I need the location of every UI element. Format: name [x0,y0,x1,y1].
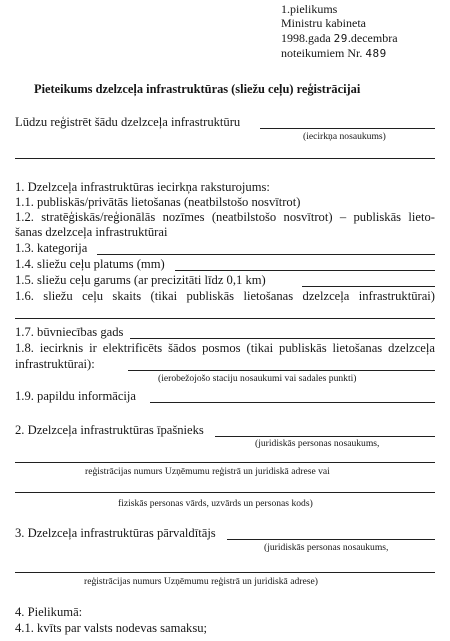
manager-caption-2: reģistrācijas numurs Uzņēmumu reģistrā un juridiskā adrese) [84,576,318,587]
header-regulation-label: noteikumiem Nr. [281,46,363,60]
item-1-8-line1: 1.8. iecirknis ir elektrificēts šādos posmos (tikai publiskās lietošanas dzelzceļa [15,341,435,355]
item-1-5: 1.5. sliežu ceļu garums (ar precizitāti līdz 0,1 km) [15,273,266,287]
section4-heading: 4. Pielikumā: [15,605,83,619]
header-date [281,31,398,46]
request-label: Lūdzu reģistrēt šādu dzelzceļa infrastruktūru [15,115,241,129]
manager-caption-1: (juridiskās personas nosaukums, [264,542,389,553]
manager-fill-line-1[interactable] [227,539,435,540]
owner-caption-2: reģistrācijas numurs Uzņēmumu reģistrā un juridiskā adrese vai [85,466,330,477]
item-1-9: 1.9. papildu informācija [15,389,137,403]
header-annex-number: 1.pielikums [281,2,338,16]
item-4-1: 4.1. kvīts par valsts nodevas samaksu; [15,621,208,635]
header-regulation [281,46,387,61]
item-1-9-fill-line[interactable] [150,402,435,403]
owner-fill-line-3[interactable] [15,492,435,493]
item-1-2-line2: šanas dzelzceļa infrastruktūrai [15,225,168,239]
header-date-year: 1998.gada [281,31,331,45]
item-1-8-caption: (ierobežojošo staciju nosaukumi vai sadales punkti) [158,373,357,384]
item-1-6: 1.6. sliežu ceļu skaits (tikai publiskās lietošanas dzelzceļa infrastruktūrai) [15,289,435,303]
item-1-5-fill-line[interactable] [302,286,435,287]
owner-caption-1: (juridiskās personas nosaukums, [255,438,380,449]
section2-heading: 2. Dzelzceļa infrastruktūras īpašnieks [15,423,204,437]
request-fill-line-2[interactable] [15,158,435,159]
item-1-7: 1.7. būvniecības gads [15,325,124,339]
item-1-8-line2: infrastruktūrai): [15,357,95,371]
page-title: Pieteikums dzelzceļa infrastruktūras (sliežu ceļu) reģistrācijai [34,82,361,96]
manager-fill-line-2[interactable] [15,572,435,573]
header-regulation-number: 489 [365,47,387,60]
section3-heading: 3. Dzelzceļa infrastruktūras pārvaldītājs [15,526,216,540]
item-1-7-fill-line[interactable] [130,338,435,339]
section1-heading: 1. Dzelzceļa infrastruktūras iecirkņa raksturojums: [15,180,270,194]
item-1-4: 1.4. sliežu ceļu platums (mm) [15,257,165,271]
item-1-3: 1.3. kategorija [15,241,88,255]
header-date-day: 29 [333,32,348,45]
item-1-3-fill-line[interactable] [97,254,435,255]
item-1-8-fill-line[interactable] [128,370,435,371]
header-cabinet: Ministru kabineta [281,16,366,30]
item-1-2-line1: 1.2. stratēģiskās/reģionālās nozīmes (neatbilstošo nosvītrot) – publiskās lieto- [15,210,435,224]
request-fill-line[interactable] [260,128,435,129]
item-1-6-fill-line[interactable] [15,318,435,319]
request-caption: (iecirkņa nosaukums) [303,131,386,142]
item-1-4-fill-line[interactable] [175,270,435,271]
owner-caption-3: fiziskās personas vārds, uzvārds un personas kods) [118,498,313,509]
owner-fill-line-1[interactable] [215,436,435,437]
owner-fill-line-2[interactable] [15,462,435,463]
header-date-month: .decembra [347,31,398,45]
item-1-1: 1.1. publiskās/privātās lietošanas (neatbilstošo nosvītrot) [15,195,301,209]
